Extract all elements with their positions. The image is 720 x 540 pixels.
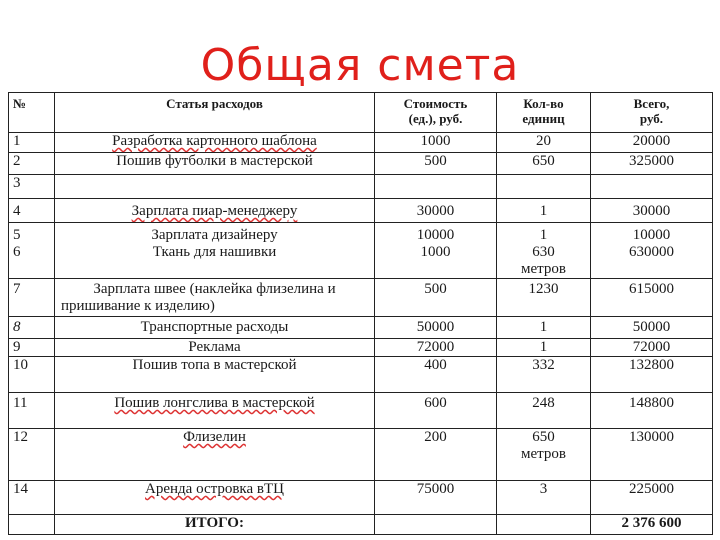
budget-table — [8, 92, 713, 535]
row-item: Транспортные расходы — [55, 317, 375, 339]
row-quantity: 332 — [497, 357, 591, 393]
row-item-text: Разработка картонного шаблона — [112, 133, 317, 149]
row-total-b: 630000 — [629, 244, 674, 260]
row-total-a: 10000 — [632, 227, 671, 243]
table-header-row — [9, 93, 713, 133]
row-total — [591, 175, 713, 199]
row-number: 12 — [9, 429, 55, 481]
table-row — [9, 175, 713, 199]
row-unit-cost — [375, 175, 497, 199]
row-item — [55, 175, 375, 199]
row-item — [55, 393, 375, 429]
row-unit-cost: 500 — [375, 153, 497, 175]
table-row — [9, 199, 713, 223]
row-item-line1: Зарплата швее (наклейка флизелина и — [93, 281, 336, 297]
row-unit-cost: 50000 — [375, 317, 497, 339]
table-row — [9, 357, 713, 393]
row-item-a: Зарплата дизайнеру — [151, 227, 278, 243]
row-unit-cost-b: 1000 — [420, 244, 451, 260]
table-row — [9, 133, 713, 153]
row-unit-cost: 400 — [375, 357, 497, 393]
row-number-a: 5 — [13, 227, 21, 243]
row-quantity-b: 630 — [532, 244, 555, 260]
row-number: 2 — [9, 153, 55, 175]
row-item-text: Пошив лонгслива в мастерской — [114, 395, 315, 411]
row-quantity — [497, 223, 591, 279]
row-total: 72000 — [591, 339, 713, 357]
row-total — [591, 223, 713, 279]
footer-grand-total: 2 376 600 — [591, 515, 713, 535]
row-number: 8 — [9, 317, 55, 339]
footer-label: ИТОГО: — [55, 515, 375, 535]
header-total — [591, 93, 713, 133]
row-number: 11 — [9, 393, 55, 429]
row-unit-cost: 75000 — [375, 481, 497, 515]
row-unit-cost: 200 — [375, 429, 497, 481]
row-number: 3 — [9, 175, 55, 199]
row-unit-cost: 500 — [375, 279, 497, 317]
row-quantity: 1 — [497, 317, 591, 339]
row-total: 225000 — [591, 481, 713, 515]
row-quantity-value: 650 — [532, 429, 555, 445]
row-number-b: 6 — [13, 244, 21, 260]
header-quantity-line1: Кол-во — [523, 96, 564, 111]
table-row — [9, 153, 713, 175]
row-item-text: Зарплата пиар-менеджеру — [131, 203, 298, 219]
footer-empty-cell — [9, 515, 55, 535]
table-row — [9, 317, 713, 339]
row-quantity: 20 — [497, 133, 591, 153]
row-item — [55, 481, 375, 515]
row-item: Пошив топа в мастерской — [55, 357, 375, 393]
row-quantity-b-unit: метров — [521, 261, 566, 277]
row-item: Пошив футболки в мастерской — [55, 153, 375, 175]
table-row — [9, 481, 713, 515]
row-total: 132800 — [591, 357, 713, 393]
row-number: 4 — [9, 199, 55, 223]
row-quantity: 1 — [497, 199, 591, 223]
row-unit-cost: 600 — [375, 393, 497, 429]
row-number: 10 — [9, 357, 55, 393]
header-quantity-line2: единиц — [522, 111, 565, 126]
row-quantity-unit: метров — [521, 446, 566, 462]
row-quantity-a: 1 — [539, 227, 548, 243]
row-quantity: 1230 — [497, 279, 591, 317]
row-item — [55, 199, 375, 223]
header-number: № — [9, 93, 55, 133]
table-row — [9, 429, 713, 481]
table-row — [9, 393, 713, 429]
table-footer-row — [9, 515, 713, 535]
row-item — [55, 429, 375, 481]
row-total: 30000 — [591, 199, 713, 223]
row-quantity: 650 — [497, 153, 591, 175]
row-unit-cost: 1000 — [375, 133, 497, 153]
row-quantity: 3 — [497, 481, 591, 515]
table-row — [9, 223, 713, 279]
header-unit-cost — [375, 93, 497, 133]
row-number: 1 — [9, 133, 55, 153]
row-quantity — [497, 175, 591, 199]
row-quantity: 248 — [497, 393, 591, 429]
table-row — [9, 339, 713, 357]
table-row — [9, 279, 713, 317]
row-item — [55, 279, 375, 317]
row-item: Реклама — [55, 339, 375, 357]
row-total: 130000 — [591, 429, 713, 481]
row-item — [55, 223, 375, 279]
row-number: 14 — [9, 481, 55, 515]
row-unit-cost — [375, 223, 497, 279]
footer-empty-cell — [375, 515, 497, 535]
row-unit-cost: 72000 — [375, 339, 497, 357]
header-total-line1: Всего, — [633, 96, 670, 111]
row-total: 615000 — [591, 279, 713, 317]
row-total: 20000 — [591, 133, 713, 153]
row-unit-cost: 30000 — [375, 199, 497, 223]
row-total: 325000 — [591, 153, 713, 175]
row-total: 148800 — [591, 393, 713, 429]
row-item-text: Флизелин — [183, 429, 246, 445]
header-total-line2: руб. — [639, 111, 664, 126]
row-number — [9, 223, 55, 279]
row-item — [55, 133, 375, 153]
row-total: 50000 — [591, 317, 713, 339]
row-item-text: Аренда островка вТЦ — [145, 481, 284, 497]
row-unit-cost-a: 10000 — [416, 227, 455, 243]
row-quantity — [497, 429, 591, 481]
row-number: 7 — [9, 279, 55, 317]
header-unit-cost-line1: Стоимость — [403, 96, 468, 111]
row-item-b: Ткань для нашивки — [152, 244, 277, 260]
row-item-line2: пришивание к изделию) — [61, 298, 215, 314]
slide-title: Общая смета — [200, 40, 520, 91]
footer-empty-cell — [497, 515, 591, 535]
header-item: Статья расходов — [55, 93, 375, 133]
row-number: 9 — [9, 339, 55, 357]
row-quantity: 1 — [497, 339, 591, 357]
header-quantity — [497, 93, 591, 133]
header-unit-cost-line2: (ед.), руб. — [408, 111, 463, 126]
